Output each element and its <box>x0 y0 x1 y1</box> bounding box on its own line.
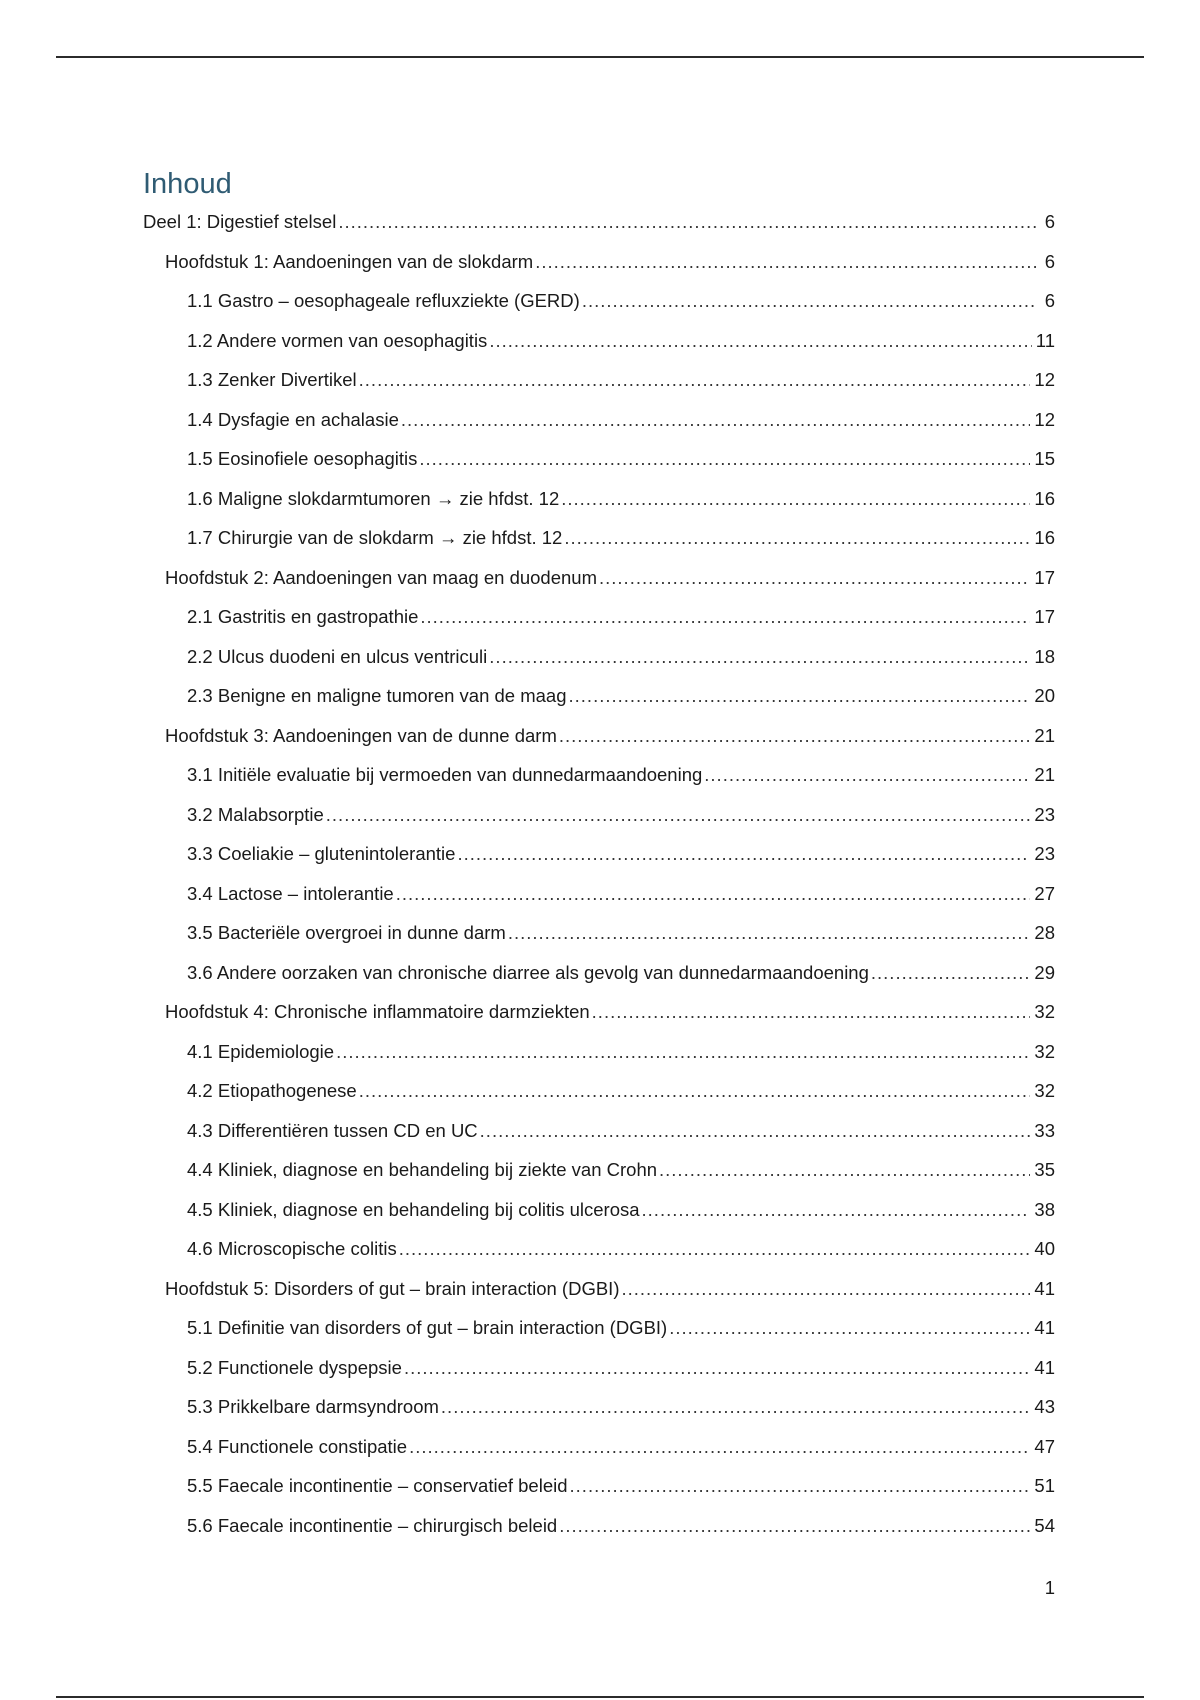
toc-entry-page: 6 <box>1044 211 1055 232</box>
toc-entry-page: 51 <box>1034 1475 1055 1496</box>
toc-entry-label: Hoofdstuk 5: Disorders of gut – brain interaction (DGBI) <box>165 1277 620 1299</box>
toc-entry-label: Hoofdstuk 1: Aandoeningen van de slokdarm <box>165 250 534 272</box>
toc-entry-label: 4.5 Kliniek, diagnose en behandeling bij colitis ulcerosa <box>187 1198 640 1220</box>
toc-dot-leader <box>570 1474 1031 1498</box>
toc-entry-page: 18 <box>1034 645 1055 667</box>
toc-entry-label: 1.5 Eosinofiele oesophagitis <box>187 448 418 469</box>
toc-entry-page: 32 <box>1034 1040 1055 1062</box>
toc-entry-label: 3.3 Coeliakie – glutenintolerantie <box>187 843 456 864</box>
toc-entry-label: 3.4 Lactose – intolerantie <box>187 882 394 904</box>
toc-entry-page: 54 <box>1034 1514 1055 1536</box>
toc-entry[interactable] <box>143 250 1055 290</box>
toc-dot-leader <box>561 487 1030 511</box>
toc-entry-label: Hoofdstuk 4: Chronische inflammatoire darmziekten <box>165 1001 590 1022</box>
toc-entry-label: 4.1 Epidemiologie <box>187 1040 335 1062</box>
toc-dot-leader <box>396 882 1031 906</box>
toc-entry[interactable] <box>143 1514 1055 1554</box>
toc-entry-label: 1.1 Gastro – oesophageale refluxziekte (GERD) <box>187 290 580 311</box>
toc-entry-page: 23 <box>1034 843 1055 864</box>
toc-entry-page: 15 <box>1034 448 1055 469</box>
toc-entry-page: 6 <box>1044 250 1055 272</box>
toc-entry[interactable] <box>143 882 1055 922</box>
toc-entry[interactable] <box>143 1198 1055 1238</box>
toc-entry-label: 2.1 Gastritis en gastropathie <box>187 606 419 627</box>
toc-entry-page: 27 <box>1034 882 1055 904</box>
toc-dot-leader <box>569 684 1031 708</box>
toc-entry[interactable] <box>143 1356 1055 1396</box>
toc-entry[interactable] <box>143 1079 1055 1119</box>
toc-entry[interactable] <box>143 645 1055 685</box>
toc-dot-leader <box>871 961 1031 985</box>
toc-dot-leader <box>409 1435 1030 1459</box>
toc-dot-leader <box>659 1158 1030 1182</box>
toc-dot-leader <box>404 1356 1030 1380</box>
toc-entry-label: 1.3 Zenker Divertikel <box>187 369 357 390</box>
toc-dot-leader <box>401 408 1031 432</box>
toc-dot-leader <box>599 566 1030 590</box>
toc-dot-leader <box>359 1079 1031 1103</box>
toc-entry[interactable] <box>143 289 1055 329</box>
toc-entry-label: 1.4 Dysfagie en achalasie <box>187 408 399 430</box>
toc-dot-leader <box>508 921 1031 945</box>
toc-dot-leader <box>669 1316 1030 1340</box>
toc-entry-page: 35 <box>1034 1159 1055 1180</box>
toc-entry-page: 21 <box>1034 724 1055 746</box>
toc-entry-label: 5.5 Faecale incontinentie – conservatief beleid <box>187 1475 568 1496</box>
toc-entry-label: 4.2 Etiopathogenese <box>187 1080 357 1101</box>
toc-dot-leader <box>642 1198 1031 1222</box>
toc-dot-leader <box>359 368 1031 392</box>
toc-dot-leader <box>559 1514 1030 1538</box>
toc-entry-page: 28 <box>1034 922 1055 943</box>
toc-entry-page: 17 <box>1034 606 1055 627</box>
toc-entry-label: 1.6 Maligne slokdarmtumoren → zie hfdst. 12 <box>187 487 560 509</box>
toc-dot-leader <box>564 526 1030 550</box>
toc-entry[interactable] <box>143 684 1055 724</box>
toc-entry[interactable] <box>143 1395 1055 1435</box>
toc-entry-page: 12 <box>1034 408 1055 430</box>
page-number: 1 <box>1044 1577 1055 1598</box>
toc-entry[interactable] <box>143 1316 1055 1356</box>
toc-dot-leader <box>704 763 1030 787</box>
toc-entry-label: 2.3 Benigne en maligne tumoren van de maag <box>187 685 567 706</box>
toc-entry[interactable] <box>143 368 1055 408</box>
toc-entry-label: 5.6 Faecale incontinentie – chirurgisch beleid <box>187 1514 558 1536</box>
toc-entry-page: 6 <box>1044 290 1055 311</box>
toc-entry-label: 4.6 Microscopische colitis <box>187 1238 397 1259</box>
toc-dot-leader <box>535 250 1037 274</box>
toc-entry-page: 21 <box>1034 764 1055 785</box>
toc-dot-leader <box>338 210 1037 234</box>
toc-entry[interactable] <box>143 1277 1055 1317</box>
toc-entry[interactable] <box>143 1435 1055 1475</box>
toc-list <box>143 210 1055 1553</box>
toc-entry-page: 23 <box>1034 803 1055 825</box>
toc-entry-label: 4.4 Kliniek, diagnose en behandeling bij ziekte van Crohn <box>187 1159 658 1180</box>
toc-entry-page: 41 <box>1034 1317 1055 1338</box>
toc-entry-page: 43 <box>1034 1396 1055 1417</box>
toc-entry[interactable] <box>143 1474 1055 1514</box>
toc-entry-page: 20 <box>1034 685 1055 706</box>
toc-entry-label: 5.3 Prikkelbare darmsyndroom <box>187 1396 439 1417</box>
toc-dot-leader <box>592 1000 1031 1024</box>
toc-entry-page: 32 <box>1034 1001 1055 1022</box>
toc-dot-leader <box>480 1119 1031 1143</box>
toc-dot-leader <box>419 447 1030 471</box>
toc-title: Inhoud <box>143 168 232 200</box>
toc-entry-page: 33 <box>1034 1119 1055 1141</box>
toc-entry-label: Deel 1: Digestief stelsel <box>143 211 337 232</box>
toc-dot-leader <box>441 1395 1031 1419</box>
toc-entry-label: 3.5 Bacteriële overgroei in dunne darm <box>187 922 506 943</box>
toc-entry-page: 11 <box>1035 329 1055 351</box>
toc-dot-leader <box>326 803 1031 827</box>
toc-entry[interactable] <box>143 803 1055 843</box>
toc-entry-page: 12 <box>1034 369 1055 390</box>
toc-dot-leader <box>621 1277 1030 1301</box>
toc-entry[interactable] <box>143 1119 1055 1159</box>
toc-entry[interactable] <box>143 526 1055 566</box>
toc-entry[interactable] <box>143 724 1055 764</box>
toc-entry-label: 1.2 Andere vormen van oesophagitis <box>187 329 488 351</box>
toc-entry-label: 5.4 Functionele constipatie <box>187 1435 408 1457</box>
toc-entry-page: 41 <box>1034 1356 1055 1378</box>
toc-entry-page: 41 <box>1034 1277 1055 1299</box>
toc-entry[interactable] <box>143 408 1055 448</box>
toc-entry[interactable] <box>143 1158 1055 1198</box>
toc-entry-page: 16 <box>1034 487 1055 509</box>
toc-entry[interactable] <box>143 961 1055 1001</box>
toc-dot-leader <box>582 289 1037 313</box>
toc-dot-leader <box>489 329 1031 353</box>
toc-dot-leader <box>399 1237 1031 1261</box>
toc-entry-label: Hoofdstuk 3: Aandoeningen van de dunne darm <box>165 724 557 746</box>
toc-dot-leader <box>336 1040 1030 1064</box>
toc-entry-label: 5.1 Definitie van disorders of gut – brain interaction (DGBI) <box>187 1317 668 1338</box>
toc-entry-page: 47 <box>1034 1435 1055 1457</box>
toc-entry-label: Hoofdstuk 2: Aandoeningen van maag en duodenum <box>165 566 597 588</box>
toc-entry[interactable] <box>143 921 1055 961</box>
toc-entry-page: 38 <box>1034 1198 1055 1220</box>
toc-entry[interactable] <box>143 1000 1055 1040</box>
toc-entry[interactable] <box>143 210 1055 250</box>
header-rule <box>56 56 1144 58</box>
toc-entry[interactable] <box>143 605 1055 645</box>
toc-dot-leader <box>489 645 1030 669</box>
toc-entry[interactable] <box>143 842 1055 882</box>
toc-entry-label: 3.1 Initiële evaluatie bij vermoeden van dunnedarmaandoening <box>187 764 703 785</box>
toc-entry[interactable] <box>143 329 1055 369</box>
toc-entry[interactable] <box>143 447 1055 487</box>
toc-entry-label: 5.2 Functionele dyspepsie <box>187 1356 402 1378</box>
toc-entry[interactable] <box>143 566 1055 606</box>
toc-entry[interactable] <box>143 487 1055 527</box>
toc-entry-page: 29 <box>1034 961 1055 983</box>
toc-entry-label: 4.3 Differentiëren tussen CD en UC <box>187 1119 478 1141</box>
toc-entry-label: 3.6 Andere oorzaken van chronische diarree als gevolg van dunnedarmaandoening <box>187 961 869 983</box>
toc-entry[interactable] <box>143 1237 1055 1277</box>
toc-dot-leader <box>559 724 1031 748</box>
toc-entry-label: 3.2 Malabsorptie <box>187 803 324 825</box>
toc-entry-label: 2.2 Ulcus duodeni en ulcus ventriculi <box>187 645 488 667</box>
toc-entry[interactable] <box>143 1040 1055 1080</box>
toc-entry-label: 1.7 Chirurgie van de slokdarm → zie hfdst. 12 <box>187 527 563 548</box>
footer-rule <box>56 1696 1144 1698</box>
toc-entry-page: 16 <box>1034 527 1055 548</box>
toc-entry-page: 17 <box>1034 566 1055 588</box>
toc-dot-leader <box>457 842 1030 866</box>
toc-dot-leader <box>420 605 1030 629</box>
table-of-contents <box>143 164 1055 1553</box>
toc-entry-page: 40 <box>1034 1238 1055 1259</box>
toc-entry[interactable] <box>143 763 1055 803</box>
toc-entry-page: 32 <box>1034 1080 1055 1101</box>
